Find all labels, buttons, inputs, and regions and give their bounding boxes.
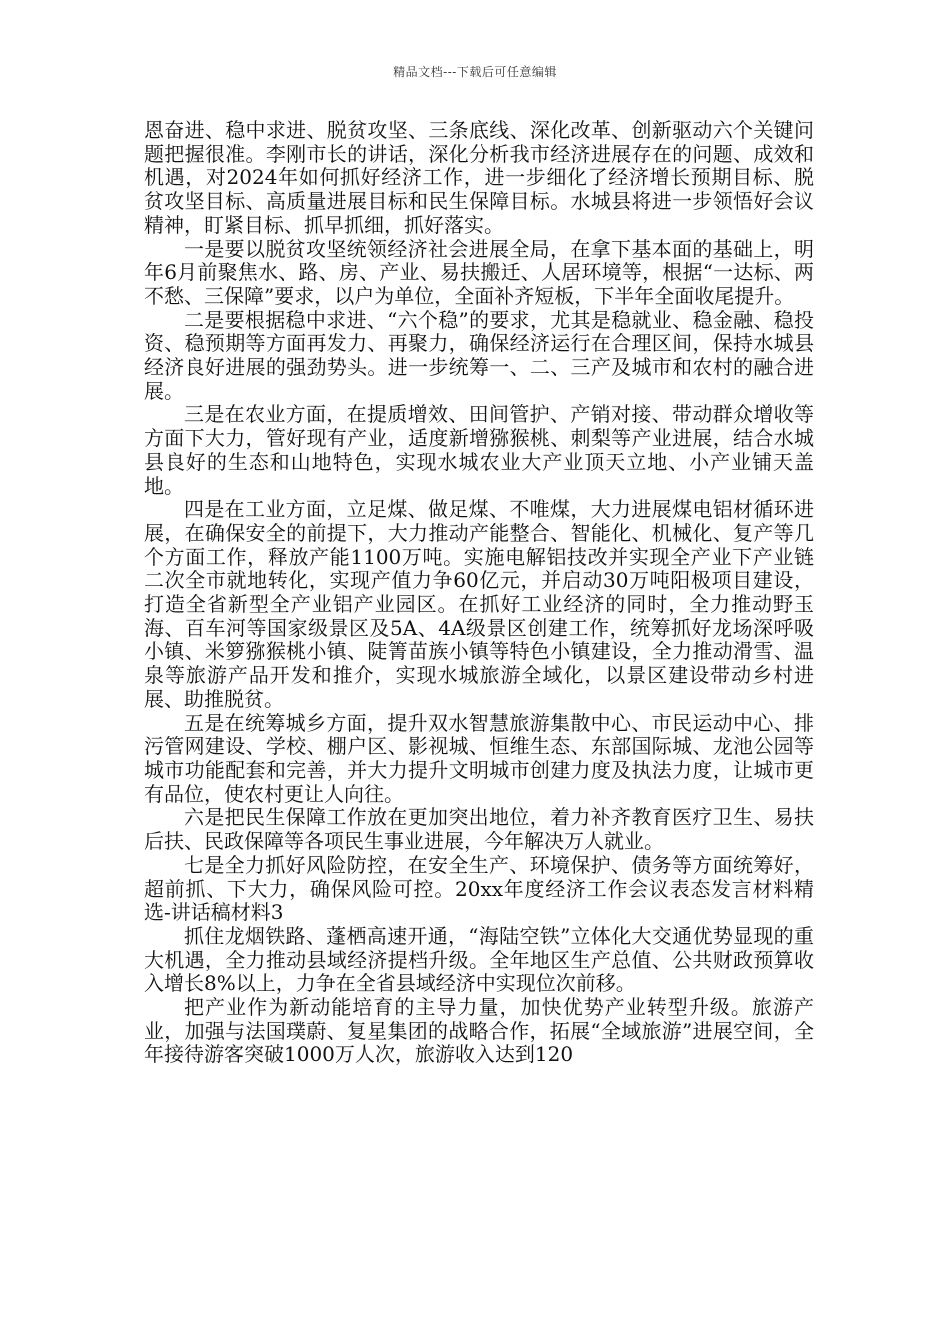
paragraph: 四是在工业方面，立足煤、做足煤、不唯煤，大力进展煤电铝材循环进展，在确保安全的前提下，大力推动产能整合、智能化、机械化、复产等几个方面工作，释放产能1100万吨。实施电解铝技改并实现全产业下产业链二次全市就地转化，实现产值力争60亿元，并启动30万吨阳极项目建设，打造全省新型全产业铝产业园区。在抓好工业经济的同时，全力推动野玉海、百车河等国家级景区及5A、4A级景区创建工作，统筹抓好龙场深呼吸小镇、米箩猕猴桃小镇、陡箐苗族小镇等特色小镇建设，全力推动滑雪、温泉等旅游产品开发和推介，实现水城旅游全域化，以景区建设带动乡村进展、助推脱贫。 bbox=[144, 497, 814, 711]
paragraph: 三是在农业方面，在提质增效、田间管护、产销对接、带动群众增收等方面下大力，管好现有产业，适度新增猕猴桃、刺梨等产业进展，结合水城县良好的生态和山地特色，实现水城农业大产业顶天立地、小产业铺天盖地。 bbox=[144, 402, 814, 498]
paragraph: 二是要根据稳中求进、“六个稳”的要求，尤其是稳就业、稳金融、稳投资、稳预期等方面再发力、再聚力，确保经济运行在合理区间，保持水城县经济良好进展的强劲势头。进一步统筹一、二、三产及城市和农村的融合进展。 bbox=[144, 307, 814, 403]
document-body bbox=[144, 119, 814, 1067]
paragraph: 把产业作为新动能培育的主导力量，加快优势产业转型升级。旅游产业，加强与法国璞蔚、复星集团的战略合作，拓展“全域旅游”进展空间，全年接待游客突破1000万人次，旅游收入达到120 bbox=[144, 995, 814, 1067]
paragraph: 七是全力抓好风险防控，在安全生产、环境保护、债务等方面统筹好，超前抓、下大力，确保风险可控。20xx年度经济工作会议表态发言材料精选-讲话稿材料3 bbox=[144, 852, 814, 925]
paragraph: 五是在统筹城乡方面，提升双水智慧旅游集散中心、市民运动中心、排污管网建设、学校、棚户区、影视城、恒维生态、东部国际城、龙池公园等城市功能配套和完善，并大力提升文明城市创建力度及执法力度，让城市更有品位，使农村更让人向往。 bbox=[144, 710, 814, 806]
paragraph: 一是要以脱贫攻坚统领经济社会进展全局，在拿下基本面的基础上，明年6月前聚焦水、路、房、产业、易扶搬迁、人居环境等，根据“一达标、两不愁、三保障”要求，以户为单位，全面补齐短板，下半年全面收尾提升。 bbox=[144, 236, 814, 308]
paragraph: 六是把民生保障工作放在更加突出地位，着力补齐教育医疗卫生、易扶后扶、民政保障等各项民生事业进展，今年解决万人就业。 bbox=[144, 805, 814, 854]
page-header: 精品文档---下载后可任意编辑 bbox=[393, 65, 557, 79]
paragraph: 抓住龙烟铁路、蓬栖高速开通，“海陆空铁”立体化大交通优势显现的重大机遇，全力推动县域经济提档升级。全年地区生产总值、公共财政预算收入增长8%以上，力争在全省县域经济中实现位次前移。 bbox=[144, 923, 814, 996]
paragraph: 恩奋进、稳中求进、脱贫攻坚、三条底线、深化改革、创新驱动六个关键问题把握很准。李刚市长的讲话，深化分析我市经济进展存在的问题、成效和机遇，对2024年如何抓好经济工作，进一步细化了经济增长预期目标、脱贫攻坚目标、高质量进展目标和民生保障目标。水城县将进一步领悟好会议精神，盯紧目标、抓早抓细，抓好落实。 bbox=[144, 118, 814, 237]
